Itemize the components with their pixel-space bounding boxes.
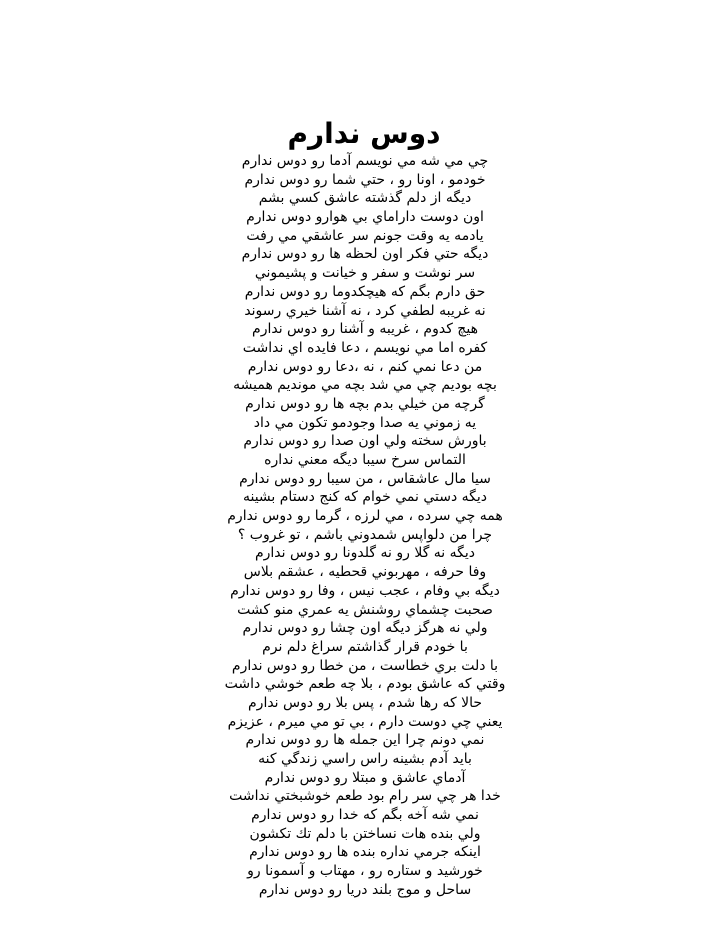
poem-line: نه غريبه لطفي كرد ، نه آشنا خيري رسوند [244,302,486,319]
poem-line: من دعا نمي كنم ، نه ،دعا رو دوس ندارم [247,358,483,375]
poem-line: اينكه جرمي نداره بنده ها رو دوس ندارم [249,844,481,861]
poem-line: ساحل و موج بلند دريا رو دوس ندارم [258,881,472,898]
poem-line: وفا حرفه ، مهربوني قحطيه ، عشقم بلاس [243,564,487,581]
poem-line: يعني چي دوست دارم ، بي تو مي ميرم ، عزيزم [227,713,503,730]
poem-line: با خودم قرار گذاشتم سراغ دلم نرم [262,638,468,655]
poem-line: التماس سرخ سيبا ديگه معني نداره [264,452,466,468]
poem-line: نمي دونم چرا اين جمله ها رو دوس ندارم [245,732,485,749]
poem-line: ديگه حتي فكر اون لحظه ها رو دوس ندارم [241,246,489,263]
poem-line: آدماي عاشق و مبتلا رو دوس ندارم [264,769,466,786]
poem-line: ديگه بي وفام ، عجب نيس ، وفا رو دوس ندارم [230,582,500,599]
poem-line: ديگه از دلم گذشته عاشق كسي بشم [258,190,472,207]
poem-line: سيا مال عاشقاس ، من سيبا رو دوس ندارم [239,470,491,487]
poem-line: ولي نه هرگز ديگه اون چشا رو دوس ندارم [242,620,488,637]
poem-line: چرا من دلواپس شمدوني باشم ، تو غروب ؟ [237,526,493,543]
poem-line: بچه بوديم چي مي شد بچه مي مونديم هميشه [233,377,497,394]
poem-line: ديگه دستي نمي خوام كه كنج دستام بشينه [242,489,488,506]
poem-line: خورشيد و ستاره رو ، مهتاب و آسمونا رو [247,863,483,880]
poem-line: يه زموني يه صدا وجودمو تكون مي داد [253,414,477,431]
poem-line: كفره اما مي نويسم ، دعا فايده اي نداشت [242,339,488,356]
poem-line: يادمه يه وقت جونم سر عاشقي مي رفت [246,227,484,244]
poem-line: ولي بنده هات نساختن با دلم تك تكشون [249,825,481,842]
poem-line: صحبت چشماي روشنش يه عمري منو كشت [237,601,493,618]
poem-line: بايد آدم بشينه راس راسي زندگي كنه [258,751,472,767]
poem-line: سر نوشت و سفر و خيانت و پشيموني [254,265,476,282]
poem-line: وقتي كه عاشق بودم ، بلا چه طعم خوشي داشت [224,676,506,693]
poem-line: حق دارم بگم كه هيچكدوما رو دوس ندارم [244,283,486,300]
poem-line: خودمو ، اونا رو ، حتي شما رو دوس ندارم [244,171,486,188]
poem-line: خدا هر چي سر رام بود طعم خوشبختي نداشت [229,788,501,805]
poem-line: نمي شه آخه بگم كه خدا رو دوس ندارم [251,807,479,824]
poem-line: اون دوست داراماي بي هوارو دوس ندارم [246,209,484,226]
poem-line: چي مي شه مي نويسم آدما رو دوس ندارم [241,153,489,169]
poem-line: همه چي سرده ، مي لرزه ، گرما رو دوس ندارم [227,508,503,525]
poem-line: حالا كه رها شدم ، پس بلا رو دوس ندارم [248,694,482,711]
poem-line: باورش سخته ولي اون صدا رو دوس ندارم [243,433,487,450]
poem-line: ديگه نه گلا رو نه گلدونا رو دوس ندارم [254,545,476,562]
poem-body [180,152,550,900]
poem-title: دوس ندارم [287,117,441,150]
poem-line: گرچه من خيلي بدم بچه ها رو دوس ندارم [245,395,485,412]
poem-line: با دلت بري خطاست ، من خطا رو دوس ندارم [231,657,499,674]
poem-line: هيچ كدوم ، غريبه و آشنا رو دوس ندارم [252,321,478,338]
